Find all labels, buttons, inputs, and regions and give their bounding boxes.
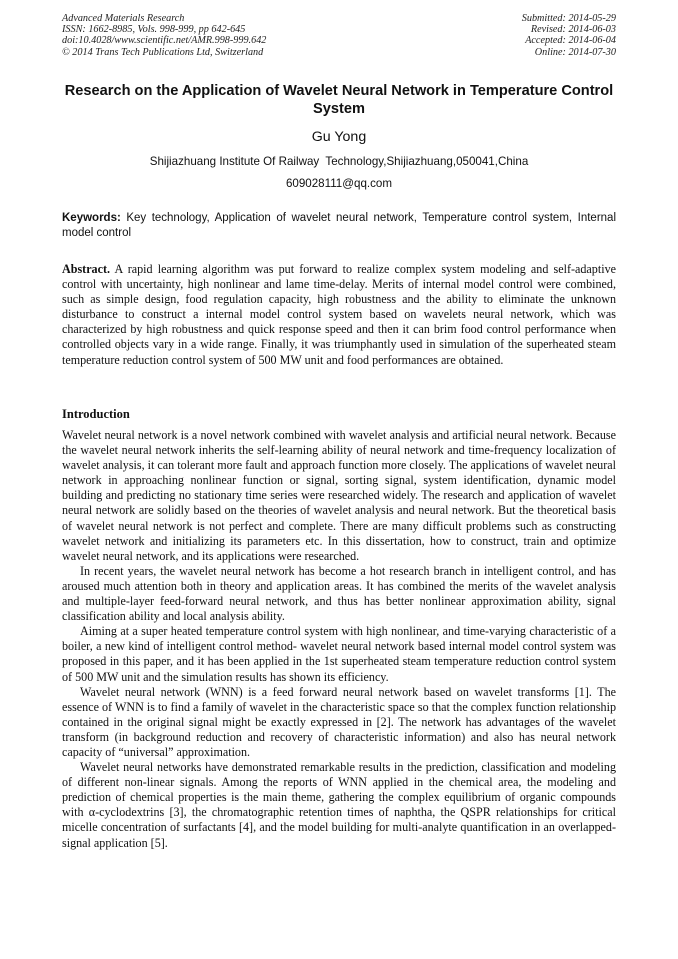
publication-dates bbox=[522, 13, 616, 58]
abstract-label: Abstract. bbox=[62, 262, 111, 276]
paragraph: In recent years, the wavelet neural network has become a hot research branch in intelligent control, and has aroused much attention both in theory and application areas. It has combined the merits of the wavelet analysis and multiple-layer feed-forward neural network, and thus has better nonlinear approximation ability, signal classification ability and local analysis ability. bbox=[62, 563, 616, 624]
abstract bbox=[62, 262, 616, 368]
author-affiliation: Shijiazhuang Institute Of Railway Technology,Shijiazhuang,050041,China bbox=[149, 155, 529, 168]
paragraph: Wavelet neural networks have demonstrated remarkable results in the prediction, classification and modeling of different non-linear signals. Among the reports of WNN applied in the chemical area, the modeling and prediction of chemical properties is the main theme, gathering the complex equilibrium of organic compounds with α-cyclodextrins [3], the chromatographic retention times of naphtha, the QSPR relationships for critical micelle concentration of surfactants [4], and the model building for multi-analyte quantification in an overlapped-signal application [5]. bbox=[62, 760, 616, 850]
abstract-text: A rapid learning algorithm was put forward to realize complex system modeling and self-adaptive control with uncertainty, high nonlinear and lame time-delay. Merits of internal model control were combined, such as simple design, food regulation capacity, high robustness and the ability to eliminate the unknown disturbance to construct a internal model control system based on wavelets neural network, which was characterized by high robustness and quick response speed and then it can brim food control performance when controlled objects vary in a wide range. Finally, it was triumphantly used in simulation of the superheated steam temperature reduction control system of 500 MW unit and food performances are obtained. bbox=[62, 262, 616, 367]
section-heading-introduction: Introduction bbox=[62, 407, 130, 421]
accepted-date: Accepted: 2014-06-04 bbox=[525, 35, 616, 47]
paragraph: Wavelet neural network is a novel network combined with wavelet analysis and artificial neural network. Because the wavelet neural network inherits the self-learning ability of neural network and time-frequency localization of wavelet analysis, it can tolerant more fault and approach function more closely. The applications of wavelet neural network in approaching nonlinear function or signal, sorting signal, system identification, dynamic model building and predicting no stationary time series were researched widely. The research and application of wavelet neural network are solidly based on the theories of wavelet analysis and neural network. But the theoretical basis of wavelet neural network is not perfect and complete. There are many difficult problems such as constructing wavelet network and initializing its parameters etc. In this dissertation, how to construct, train and optimize wavelet neural network, and its applications were researched. bbox=[62, 428, 616, 563]
journal-info bbox=[62, 13, 266, 58]
copyright-line: © 2014 Trans Tech Publications Ltd, Switzerland bbox=[62, 46, 264, 58]
submitted-date: Submitted: 2014-05-29 bbox=[521, 13, 616, 24]
keywords-label: Keywords: bbox=[62, 212, 121, 224]
author-email: 609028111@qq.com bbox=[285, 177, 393, 190]
paper-title: Research on the Application of Wavelet Neural Network in Temperature Control System bbox=[64, 83, 614, 117]
keywords bbox=[62, 211, 616, 241]
online-date: Online: 2014-07-30 bbox=[534, 46, 616, 58]
revised-date: Revised: 2014-06-03 bbox=[530, 24, 616, 36]
doi-line: doi:10.4028/www.scientific.net/AMR.998-999.642 bbox=[62, 35, 267, 47]
keywords-text: Key technology, Application of wavelet neural network, Temperature control system, Internal model control bbox=[62, 212, 616, 239]
author-name: Gu Yong bbox=[311, 129, 367, 145]
paragraph: Aiming at a super heated temperature control system with high nonlinear, and time-varying characteristic of a boiler, a new kind of intelligent control method- wavelet neural network based internal model control system was proposed in this paper, and it has been applied in the 1st superheated steam temperature reduction control system of 500 MW unit and the simulation results has shown its efficiency. bbox=[62, 624, 616, 684]
journal-name: Advanced Materials Research bbox=[62, 13, 185, 24]
paragraph: Wavelet neural network (WNN) is a feed forward neural network based on wavelet transforms [1]. The essence of WNN is to find a family of wavelet in the characteristic space so that the complex function relationship contained in the original signal might be exactly expressed in [2]. The network has advantages of the wavelet transform (in background reduction and recovery of characteristic information) and also has neural network capacity of “universal” approximation. bbox=[62, 684, 616, 759]
issn-line: ISSN: 1662-8985, Vols. 998-999, pp 642-645 bbox=[62, 24, 246, 36]
introduction-body bbox=[62, 428, 616, 851]
